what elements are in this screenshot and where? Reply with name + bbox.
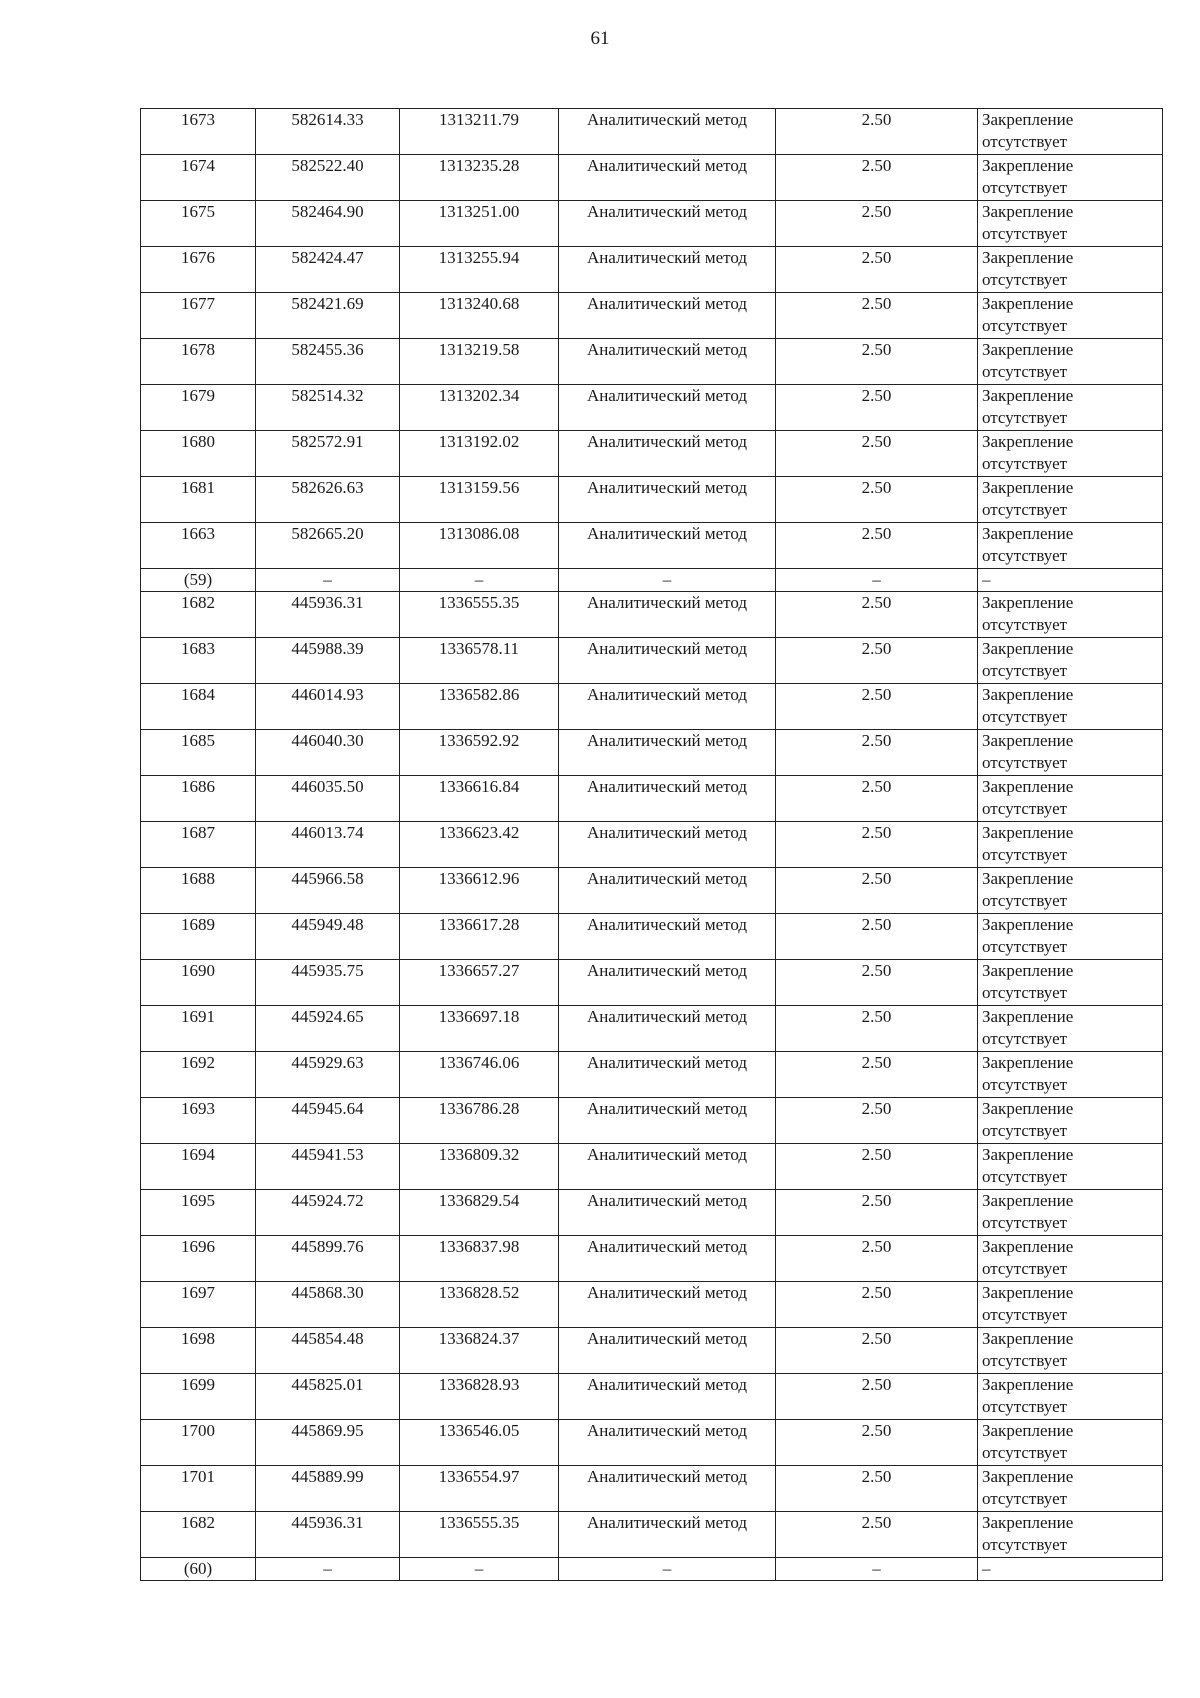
table-row xyxy=(141,1374,1163,1420)
method-cell: Аналитический метод xyxy=(559,1328,776,1374)
x-coordinate-cell: 445854.48 xyxy=(256,1328,400,1374)
x-coordinate-cell: 582614.33 xyxy=(256,109,400,155)
error-cell: – xyxy=(776,1558,978,1581)
fixation-line-2: отсутствует xyxy=(982,1489,1068,1508)
fixation-cell xyxy=(978,1374,1163,1420)
fixation-line-1: Закрепление xyxy=(982,1053,1074,1072)
error-cell: 2.50 xyxy=(776,1144,978,1190)
fixation-line-2: отсутствует xyxy=(982,270,1068,289)
method-cell: Аналитический метод xyxy=(559,293,776,339)
method-cell: Аналитический метод xyxy=(559,1190,776,1236)
point-number-cell: 1687 xyxy=(141,822,256,868)
x-coordinate-cell: 445945.64 xyxy=(256,1098,400,1144)
fixation-cell xyxy=(978,339,1163,385)
fixation-line-1: Закрепление xyxy=(982,869,1074,888)
fixation-line-1: Закрепление xyxy=(982,1421,1074,1440)
fixation-line-2: отсутствует xyxy=(982,937,1068,956)
fixation-line-1: Закрепление xyxy=(982,639,1074,658)
x-coordinate-cell: 446040.30 xyxy=(256,730,400,776)
method-cell: – xyxy=(559,569,776,592)
error-cell: 2.50 xyxy=(776,1282,978,1328)
table-row xyxy=(141,1282,1163,1328)
error-cell: 2.50 xyxy=(776,477,978,523)
y-coordinate-cell: 1336546.05 xyxy=(400,1420,559,1466)
fixation-cell xyxy=(978,477,1163,523)
x-coordinate-cell: 582421.69 xyxy=(256,293,400,339)
error-cell: 2.50 xyxy=(776,684,978,730)
fixation-cell xyxy=(978,638,1163,684)
fixation-line-2: отсутствует xyxy=(982,1075,1068,1094)
table-row xyxy=(141,385,1163,431)
fixation-line-1: Закрепление xyxy=(982,1099,1074,1118)
fixation-line-2: отсутствует xyxy=(982,546,1068,565)
fixation-cell xyxy=(978,385,1163,431)
table-row xyxy=(141,247,1163,293)
point-number-cell: 1673 xyxy=(141,109,256,155)
fixation-cell xyxy=(978,1236,1163,1282)
fixation-line-2: отсутствует xyxy=(982,224,1068,243)
fixation-cell xyxy=(978,914,1163,960)
fixation-cell xyxy=(978,960,1163,1006)
x-coordinate-cell: 445949.48 xyxy=(256,914,400,960)
y-coordinate-cell: – xyxy=(400,1558,559,1581)
point-number-cell: 1701 xyxy=(141,1466,256,1512)
fixation-line-1: Закрепление xyxy=(982,202,1074,221)
y-coordinate-cell: 1313086.08 xyxy=(400,523,559,569)
table-row xyxy=(141,523,1163,569)
y-coordinate-cell: 1336786.28 xyxy=(400,1098,559,1144)
table-row xyxy=(141,1512,1163,1558)
x-coordinate-cell: 445869.95 xyxy=(256,1420,400,1466)
fixation-line-2: отсутствует xyxy=(982,1167,1068,1186)
y-coordinate-cell: – xyxy=(400,569,559,592)
fixation-line-1: Закрепление xyxy=(982,1283,1074,1302)
point-number-cell: 1692 xyxy=(141,1052,256,1098)
y-coordinate-cell: 1336555.35 xyxy=(400,592,559,638)
x-coordinate-cell: – xyxy=(256,569,400,592)
fixation-line-1: Закрепление xyxy=(982,524,1074,543)
y-coordinate-cell: 1336746.06 xyxy=(400,1052,559,1098)
y-coordinate-cell: 1313235.28 xyxy=(400,155,559,201)
table-row xyxy=(141,1328,1163,1374)
table-row xyxy=(141,1466,1163,1512)
fixation-line-1: Закрепление xyxy=(982,248,1074,267)
table-row xyxy=(141,109,1163,155)
x-coordinate-cell: 445899.76 xyxy=(256,1236,400,1282)
y-coordinate-cell: 1313255.94 xyxy=(400,247,559,293)
error-cell: 2.50 xyxy=(776,1098,978,1144)
fixation-cell xyxy=(978,1282,1163,1328)
point-number-cell: 1695 xyxy=(141,1190,256,1236)
fixation-line-2: отсутствует xyxy=(982,845,1068,864)
y-coordinate-cell: 1336824.37 xyxy=(400,1328,559,1374)
coordinates-table-body xyxy=(141,109,1163,1581)
table-row xyxy=(141,155,1163,201)
method-cell: Аналитический метод xyxy=(559,1374,776,1420)
method-cell: Аналитический метод xyxy=(559,339,776,385)
y-coordinate-cell: 1336578.11 xyxy=(400,638,559,684)
error-cell: 2.50 xyxy=(776,1420,978,1466)
fixation-line-2: отсутствует xyxy=(982,1535,1068,1554)
y-coordinate-cell: 1336623.42 xyxy=(400,822,559,868)
y-coordinate-cell: 1313202.34 xyxy=(400,385,559,431)
error-cell: 2.50 xyxy=(776,523,978,569)
error-cell: 2.50 xyxy=(776,247,978,293)
fixation-line-2: отсутствует xyxy=(982,983,1068,1002)
coordinates-table xyxy=(140,108,1163,1581)
table-row xyxy=(141,684,1163,730)
fixation-line-2: отсутствует xyxy=(982,500,1068,519)
contour-separator-row xyxy=(141,569,1163,592)
table-row xyxy=(141,592,1163,638)
fixation-line-1: Закрепление xyxy=(982,1513,1074,1532)
table-row xyxy=(141,1420,1163,1466)
y-coordinate-cell: 1336612.96 xyxy=(400,868,559,914)
fixation-line-2: отсутствует xyxy=(982,1259,1068,1278)
method-cell: Аналитический метод xyxy=(559,960,776,1006)
y-coordinate-cell: 1313211.79 xyxy=(400,109,559,155)
method-cell: Аналитический метод xyxy=(559,1052,776,1098)
point-number-cell: 1697 xyxy=(141,1282,256,1328)
y-coordinate-cell: 1336617.28 xyxy=(400,914,559,960)
x-coordinate-cell: 445936.31 xyxy=(256,1512,400,1558)
fixation-cell xyxy=(978,109,1163,155)
y-coordinate-cell: 1336582.86 xyxy=(400,684,559,730)
method-cell: Аналитический метод xyxy=(559,822,776,868)
fixation-line-2: отсутствует xyxy=(982,1443,1068,1462)
point-number-cell: (60) xyxy=(141,1558,256,1581)
table-row xyxy=(141,1052,1163,1098)
method-cell: Аналитический метод xyxy=(559,1006,776,1052)
x-coordinate-cell: 582514.32 xyxy=(256,385,400,431)
fixation-line-2: отсутствует xyxy=(982,1351,1068,1370)
method-cell: Аналитический метод xyxy=(559,638,776,684)
fixation-line-1: Закрепление xyxy=(982,915,1074,934)
method-cell: Аналитический метод xyxy=(559,914,776,960)
method-cell: Аналитический метод xyxy=(559,1236,776,1282)
fixation-line-1: – xyxy=(982,1559,991,1578)
fixation-line-1: Закрепление xyxy=(982,1237,1074,1256)
error-cell: 2.50 xyxy=(776,293,978,339)
y-coordinate-cell: 1336828.52 xyxy=(400,1282,559,1328)
fixation-line-1: Закрепление xyxy=(982,386,1074,405)
fixation-cell xyxy=(978,684,1163,730)
method-cell: Аналитический метод xyxy=(559,1420,776,1466)
point-number-cell: (59) xyxy=(141,569,256,592)
error-cell: 2.50 xyxy=(776,1374,978,1420)
error-cell: 2.50 xyxy=(776,1236,978,1282)
fixation-line-2: отсутствует xyxy=(982,661,1068,680)
fixation-line-1: Закрепление xyxy=(982,294,1074,313)
error-cell: 2.50 xyxy=(776,592,978,638)
error-cell: 2.50 xyxy=(776,1512,978,1558)
x-coordinate-cell: 582424.47 xyxy=(256,247,400,293)
method-cell: Аналитический метод xyxy=(559,1512,776,1558)
fixation-line-1: Закрепление xyxy=(982,340,1074,359)
error-cell: 2.50 xyxy=(776,1052,978,1098)
point-number-cell: 1682 xyxy=(141,1512,256,1558)
fixation-cell xyxy=(978,247,1163,293)
fixation-cell xyxy=(978,1466,1163,1512)
error-cell: 2.50 xyxy=(776,385,978,431)
fixation-line-2: отсутствует xyxy=(982,707,1068,726)
y-coordinate-cell: 1336555.35 xyxy=(400,1512,559,1558)
x-coordinate-cell: – xyxy=(256,1558,400,1581)
error-cell: 2.50 xyxy=(776,868,978,914)
point-number-cell: 1690 xyxy=(141,960,256,1006)
x-coordinate-cell: 446035.50 xyxy=(256,776,400,822)
x-coordinate-cell: 445966.58 xyxy=(256,868,400,914)
fixation-line-1: – xyxy=(982,570,991,589)
point-number-cell: 1676 xyxy=(141,247,256,293)
x-coordinate-cell: 445929.63 xyxy=(256,1052,400,1098)
fixation-line-1: Закрепление xyxy=(982,110,1074,129)
y-coordinate-cell: 1336657.27 xyxy=(400,960,559,1006)
table-row xyxy=(141,1098,1163,1144)
point-number-cell: 1688 xyxy=(141,868,256,914)
y-coordinate-cell: 1313192.02 xyxy=(400,431,559,477)
point-number-cell: 1691 xyxy=(141,1006,256,1052)
y-coordinate-cell: 1336592.92 xyxy=(400,730,559,776)
fixation-line-1: Закрепление xyxy=(982,1329,1074,1348)
fixation-line-2: отсутствует xyxy=(982,362,1068,381)
y-coordinate-cell: 1313219.58 xyxy=(400,339,559,385)
method-cell: Аналитический метод xyxy=(559,1282,776,1328)
fixation-cell xyxy=(978,293,1163,339)
error-cell: 2.50 xyxy=(776,109,978,155)
error-cell: 2.50 xyxy=(776,1328,978,1374)
fixation-cell xyxy=(978,868,1163,914)
point-number-cell: 1700 xyxy=(141,1420,256,1466)
y-coordinate-cell: 1336809.32 xyxy=(400,1144,559,1190)
fixation-cell xyxy=(978,776,1163,822)
method-cell: – xyxy=(559,1558,776,1581)
method-cell: Аналитический метод xyxy=(559,868,776,914)
fixation-cell xyxy=(978,431,1163,477)
method-cell: Аналитический метод xyxy=(559,1466,776,1512)
table-row xyxy=(141,960,1163,1006)
x-coordinate-cell: 582464.90 xyxy=(256,201,400,247)
method-cell: Аналитический метод xyxy=(559,201,776,247)
fixation-cell xyxy=(978,592,1163,638)
y-coordinate-cell: 1336554.97 xyxy=(400,1466,559,1512)
point-number-cell: 1678 xyxy=(141,339,256,385)
y-coordinate-cell: 1336616.84 xyxy=(400,776,559,822)
fixation-line-2: отсутствует xyxy=(982,799,1068,818)
error-cell: 2.50 xyxy=(776,638,978,684)
contour-separator-row xyxy=(141,1558,1163,1581)
x-coordinate-cell: 445941.53 xyxy=(256,1144,400,1190)
fixation-cell xyxy=(978,1052,1163,1098)
method-cell: Аналитический метод xyxy=(559,776,776,822)
fixation-cell xyxy=(978,1558,1163,1581)
fixation-cell xyxy=(978,1098,1163,1144)
fixation-line-1: Закрепление xyxy=(982,1375,1074,1394)
fixation-cell xyxy=(978,1328,1163,1374)
fixation-cell xyxy=(978,1190,1163,1236)
point-number-cell: 1696 xyxy=(141,1236,256,1282)
point-number-cell: 1694 xyxy=(141,1144,256,1190)
fixation-line-2: отсутствует xyxy=(982,316,1068,335)
fixation-line-1: Закрепление xyxy=(982,685,1074,704)
point-number-cell: 1681 xyxy=(141,477,256,523)
fixation-line-1: Закрепление xyxy=(982,1191,1074,1210)
fixation-line-2: отсутствует xyxy=(982,891,1068,910)
fixation-line-2: отсутствует xyxy=(982,1029,1068,1048)
table-row xyxy=(141,730,1163,776)
fixation-line-2: отсутствует xyxy=(982,1397,1068,1416)
point-number-cell: 1663 xyxy=(141,523,256,569)
table-row xyxy=(141,293,1163,339)
point-number-cell: 1679 xyxy=(141,385,256,431)
x-coordinate-cell: 582522.40 xyxy=(256,155,400,201)
fixation-cell xyxy=(978,155,1163,201)
method-cell: Аналитический метод xyxy=(559,592,776,638)
x-coordinate-cell: 445924.72 xyxy=(256,1190,400,1236)
point-number-cell: 1689 xyxy=(141,914,256,960)
table-row xyxy=(141,822,1163,868)
fixation-line-1: Закрепление xyxy=(982,1145,1074,1164)
fixation-line-2: отсутствует xyxy=(982,454,1068,473)
fixation-cell xyxy=(978,1006,1163,1052)
error-cell: 2.50 xyxy=(776,776,978,822)
point-number-cell: 1686 xyxy=(141,776,256,822)
x-coordinate-cell: 445889.99 xyxy=(256,1466,400,1512)
table-row xyxy=(141,339,1163,385)
method-cell: Аналитический метод xyxy=(559,109,776,155)
error-cell: 2.50 xyxy=(776,1190,978,1236)
y-coordinate-cell: 1336837.98 xyxy=(400,1236,559,1282)
point-number-cell: 1699 xyxy=(141,1374,256,1420)
x-coordinate-cell: 582572.91 xyxy=(256,431,400,477)
fixation-cell xyxy=(978,1144,1163,1190)
table-row xyxy=(141,638,1163,684)
fixation-line-2: отсутствует xyxy=(982,408,1068,427)
method-cell: Аналитический метод xyxy=(559,684,776,730)
table-row xyxy=(141,1144,1163,1190)
x-coordinate-cell: 445935.75 xyxy=(256,960,400,1006)
fixation-line-1: Закрепление xyxy=(982,1007,1074,1026)
table-row xyxy=(141,1236,1163,1282)
fixation-cell xyxy=(978,569,1163,592)
fixation-line-1: Закрепление xyxy=(982,432,1074,451)
table-row xyxy=(141,1006,1163,1052)
point-number-cell: 1683 xyxy=(141,638,256,684)
x-coordinate-cell: 445988.39 xyxy=(256,638,400,684)
fixation-line-1: Закрепление xyxy=(982,593,1074,612)
fixation-cell xyxy=(978,1512,1163,1558)
fixation-line-1: Закрепление xyxy=(982,961,1074,980)
x-coordinate-cell: 445936.31 xyxy=(256,592,400,638)
fixation-line-1: Закрепление xyxy=(982,731,1074,750)
fixation-line-2: отсутствует xyxy=(982,1305,1068,1324)
x-coordinate-cell: 445924.65 xyxy=(256,1006,400,1052)
fixation-line-1: Закрепление xyxy=(982,1467,1074,1486)
fixation-line-2: отсутствует xyxy=(982,178,1068,197)
error-cell: 2.50 xyxy=(776,822,978,868)
y-coordinate-cell: 1336697.18 xyxy=(400,1006,559,1052)
x-coordinate-cell: 582455.36 xyxy=(256,339,400,385)
point-number-cell: 1680 xyxy=(141,431,256,477)
y-coordinate-cell: 1336829.54 xyxy=(400,1190,559,1236)
error-cell: 2.50 xyxy=(776,960,978,1006)
table-row xyxy=(141,201,1163,247)
table-row xyxy=(141,431,1163,477)
error-cell: – xyxy=(776,569,978,592)
fixation-cell xyxy=(978,523,1163,569)
point-number-cell: 1684 xyxy=(141,684,256,730)
error-cell: 2.50 xyxy=(776,730,978,776)
point-number-cell: 1698 xyxy=(141,1328,256,1374)
x-coordinate-cell: 582626.63 xyxy=(256,477,400,523)
fixation-cell xyxy=(978,201,1163,247)
y-coordinate-cell: 1313240.68 xyxy=(400,293,559,339)
error-cell: 2.50 xyxy=(776,914,978,960)
fixation-line-1: Закрепление xyxy=(982,823,1074,842)
y-coordinate-cell: 1336828.93 xyxy=(400,1374,559,1420)
fixation-cell xyxy=(978,730,1163,776)
point-number-cell: 1693 xyxy=(141,1098,256,1144)
fixation-line-2: отсутствует xyxy=(982,753,1068,772)
table-row xyxy=(141,914,1163,960)
y-coordinate-cell: 1313251.00 xyxy=(400,201,559,247)
error-cell: 2.50 xyxy=(776,339,978,385)
fixation-line-1: Закрепление xyxy=(982,156,1074,175)
x-coordinate-cell: 445825.01 xyxy=(256,1374,400,1420)
fixation-line-2: отсутствует xyxy=(982,1121,1068,1140)
fixation-line-2: отсутствует xyxy=(982,132,1068,151)
error-cell: 2.50 xyxy=(776,201,978,247)
table-row xyxy=(141,776,1163,822)
method-cell: Аналитический метод xyxy=(559,523,776,569)
y-coordinate-cell: 1313159.56 xyxy=(400,477,559,523)
point-number-cell: 1682 xyxy=(141,592,256,638)
method-cell: Аналитический метод xyxy=(559,730,776,776)
table-row xyxy=(141,1190,1163,1236)
table-row xyxy=(141,477,1163,523)
method-cell: Аналитический метод xyxy=(559,431,776,477)
error-cell: 2.50 xyxy=(776,1466,978,1512)
method-cell: Аналитический метод xyxy=(559,1098,776,1144)
method-cell: Аналитический метод xyxy=(559,155,776,201)
method-cell: Аналитический метод xyxy=(559,385,776,431)
method-cell: Аналитический метод xyxy=(559,1144,776,1190)
error-cell: 2.50 xyxy=(776,431,978,477)
fixation-line-1: Закрепление xyxy=(982,478,1074,497)
point-number-cell: 1677 xyxy=(141,293,256,339)
point-number-cell: 1685 xyxy=(141,730,256,776)
error-cell: 2.50 xyxy=(776,1006,978,1052)
fixation-cell xyxy=(978,1420,1163,1466)
fixation-line-2: отсутствует xyxy=(982,615,1068,634)
x-coordinate-cell: 446014.93 xyxy=(256,684,400,730)
fixation-line-2: отсутствует xyxy=(982,1213,1068,1232)
fixation-line-1: Закрепление xyxy=(982,777,1074,796)
page-number: 61 xyxy=(590,28,610,49)
fixation-cell xyxy=(978,822,1163,868)
x-coordinate-cell: 582665.20 xyxy=(256,523,400,569)
method-cell: Аналитический метод xyxy=(559,477,776,523)
error-cell: 2.50 xyxy=(776,155,978,201)
x-coordinate-cell: 446013.74 xyxy=(256,822,400,868)
point-number-cell: 1674 xyxy=(141,155,256,201)
table-row xyxy=(141,868,1163,914)
x-coordinate-cell: 445868.30 xyxy=(256,1282,400,1328)
method-cell: Аналитический метод xyxy=(559,247,776,293)
point-number-cell: 1675 xyxy=(141,201,256,247)
